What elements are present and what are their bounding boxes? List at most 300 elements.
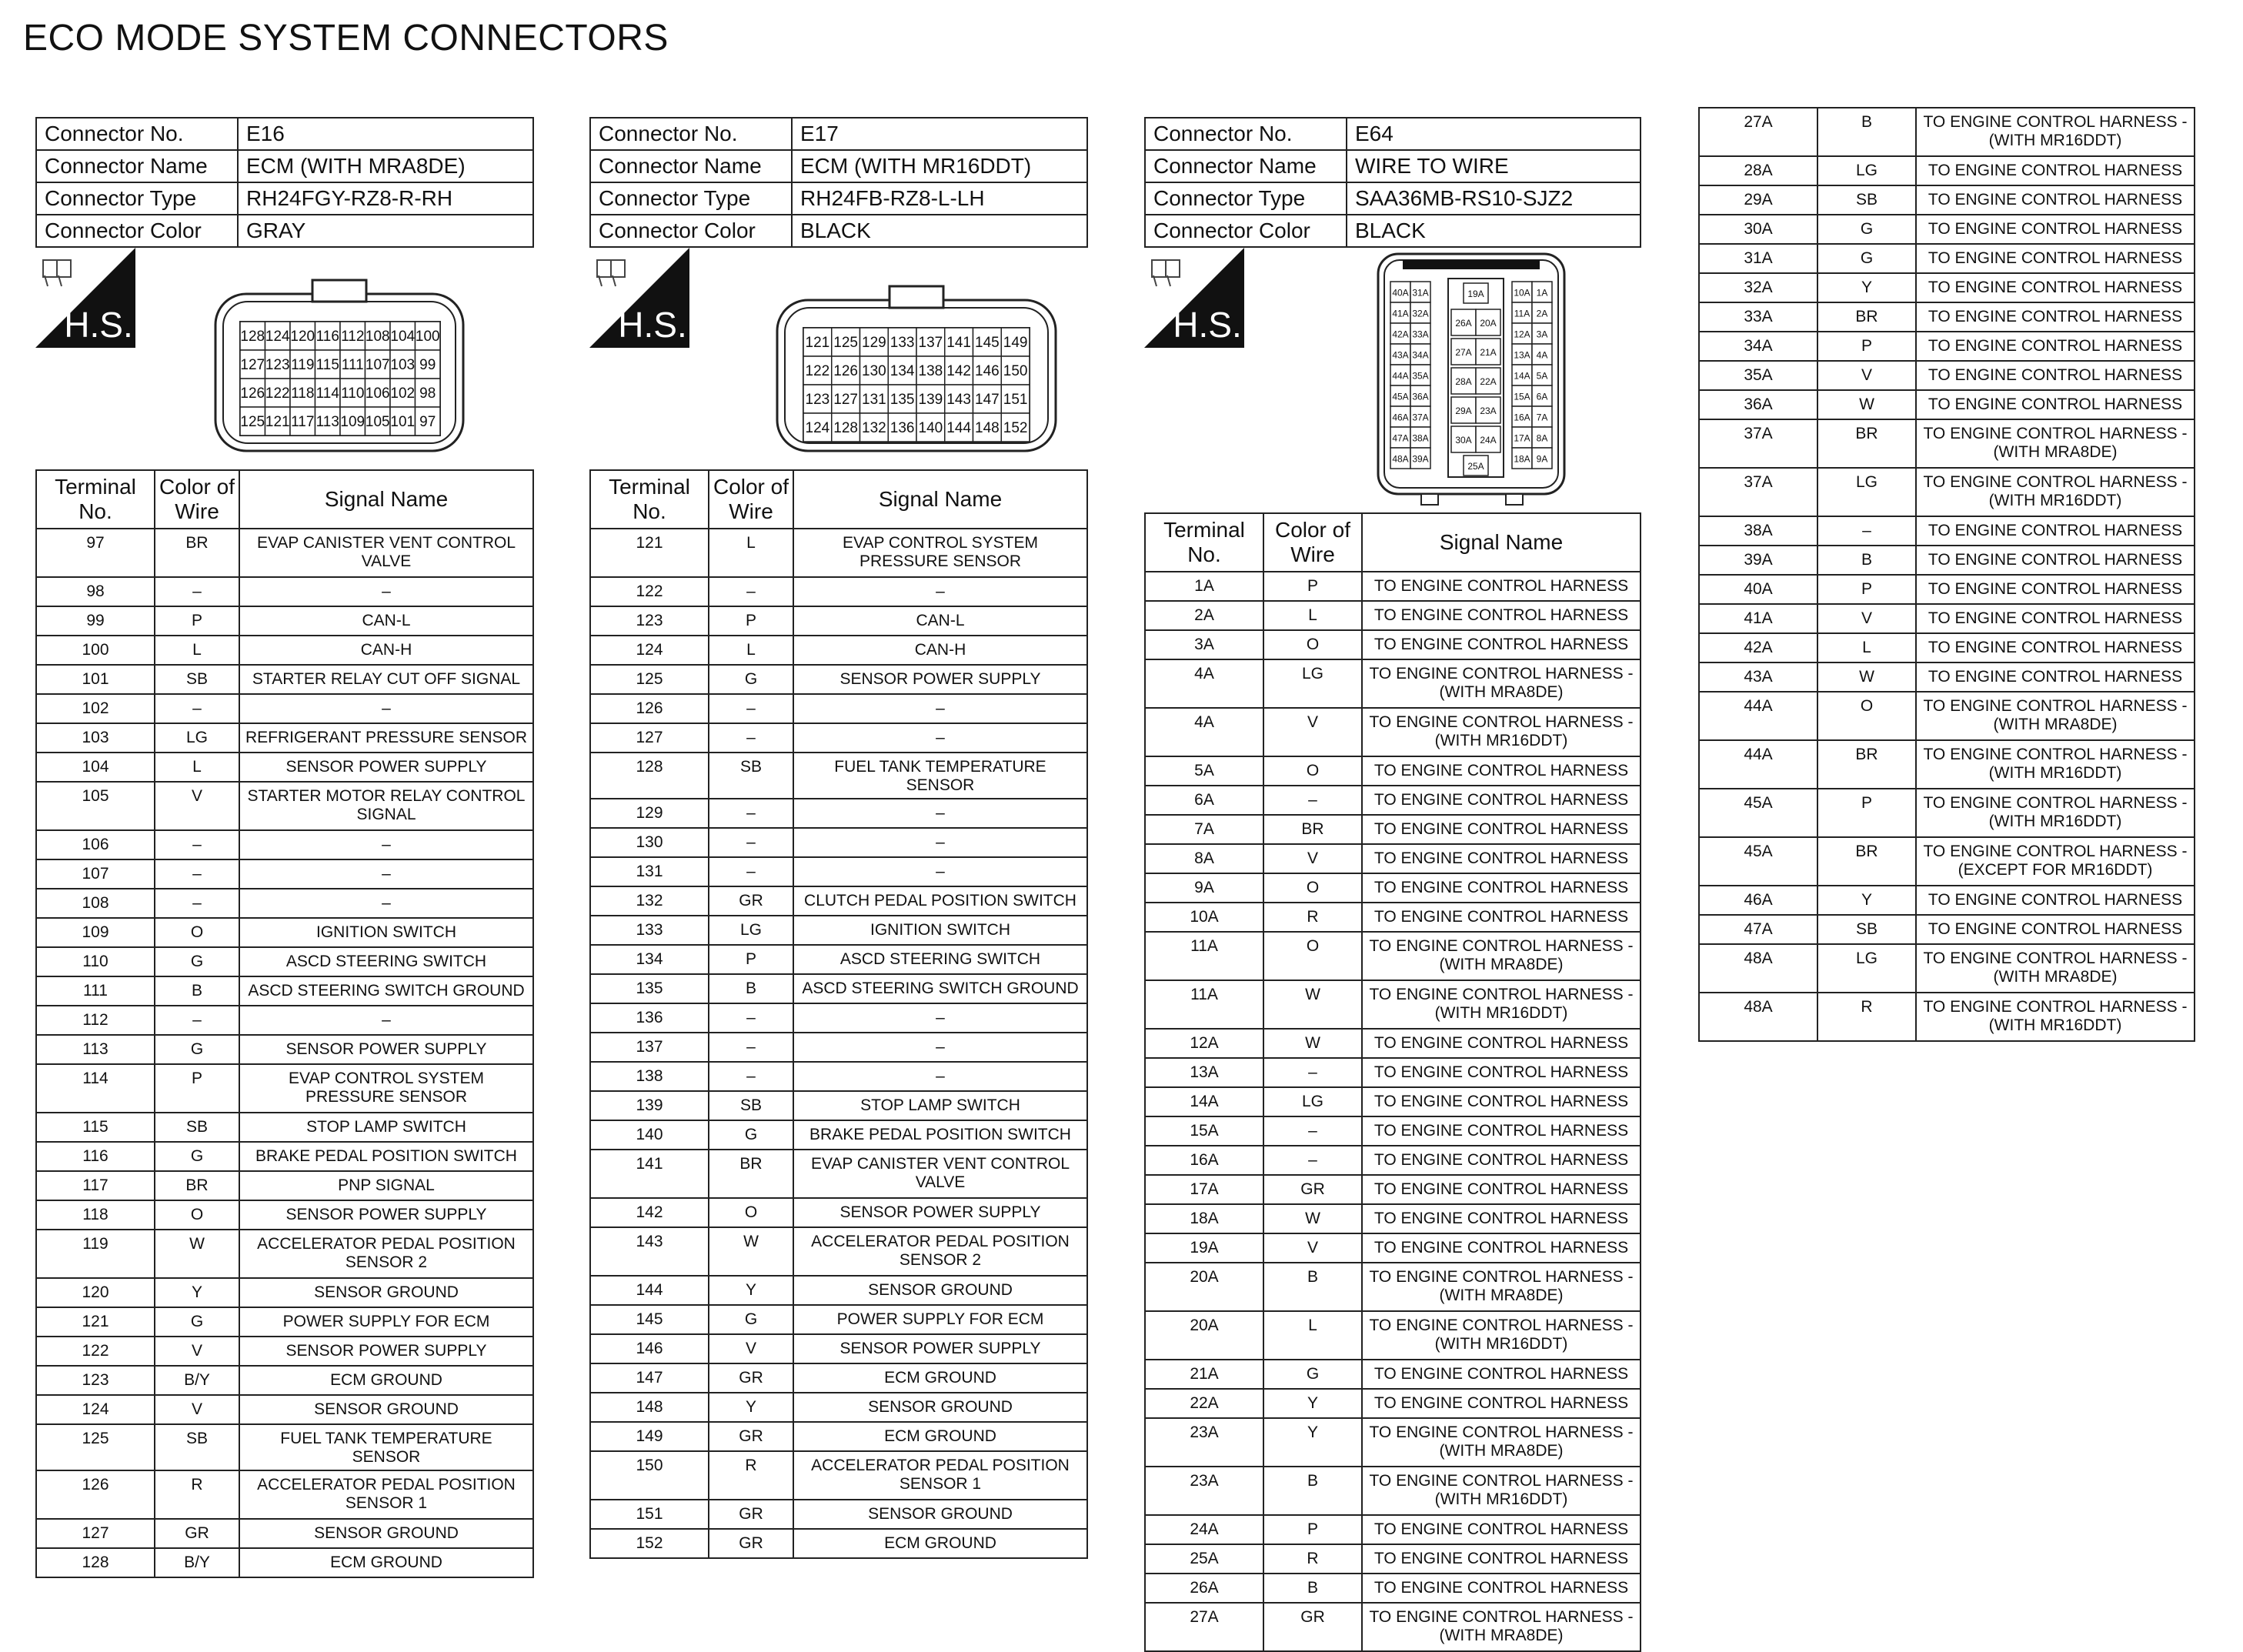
signal-name-cell: TO ENGINE CONTROL HARNESS - (WITH MR16DDT) bbox=[1362, 1467, 1641, 1515]
pin-label: 125 bbox=[240, 414, 265, 430]
table-row bbox=[36, 1171, 533, 1200]
signal-name-cell: EVAP CONTROL SYSTEM PRESSURE SENSOR bbox=[239, 1064, 533, 1113]
table-row bbox=[1699, 361, 2195, 390]
wire-color-cell: B bbox=[1263, 1263, 1362, 1311]
table-row bbox=[1699, 662, 2195, 692]
hs-label: H.S. bbox=[1173, 305, 1242, 345]
table-row bbox=[36, 976, 533, 1006]
wire-color-cell: V bbox=[1263, 1233, 1362, 1263]
table-row bbox=[1699, 156, 2195, 185]
terminal-no-cell: 43A bbox=[1699, 662, 1817, 692]
terminal-no-cell: 152 bbox=[590, 1529, 709, 1558]
wire-color-cell: P bbox=[1817, 575, 1916, 604]
connector-info-value: ECM (WITH MRA8DE) bbox=[238, 150, 533, 182]
table-row bbox=[590, 1227, 1087, 1276]
wire-color-cell: SB bbox=[709, 753, 793, 799]
terminal-no-cell: 36A bbox=[1699, 390, 1817, 419]
table-row bbox=[590, 1393, 1087, 1422]
terminal-no-cell: 16A bbox=[1145, 1146, 1263, 1175]
pin-label: 47A bbox=[1392, 432, 1409, 444]
pin-label: 24A bbox=[1480, 435, 1497, 446]
pin-label: 12A bbox=[1514, 329, 1530, 340]
connector-diagram bbox=[35, 248, 534, 469]
table-row bbox=[1699, 516, 2195, 546]
terminal-no-cell: 48A bbox=[1699, 993, 1817, 1041]
wire-color-header: Color of Wire bbox=[155, 470, 239, 529]
table-row bbox=[590, 1198, 1087, 1227]
terminal-no-cell: 115 bbox=[36, 1113, 155, 1142]
pin-label: 137 bbox=[918, 335, 943, 351]
signal-name-cell: TO ENGINE CONTROL HARNESS bbox=[1916, 302, 2195, 332]
wire-color-cell: P bbox=[709, 606, 793, 636]
wire-color-cell: W bbox=[155, 1230, 239, 1278]
signal-name-cell: CLUTCH PEDAL POSITION SWITCH bbox=[793, 886, 1087, 916]
signal-name-cell: – bbox=[239, 577, 533, 606]
wire-color-cell: – bbox=[709, 694, 793, 723]
pin-label: 123 bbox=[805, 392, 830, 408]
wire-color-cell: GR bbox=[709, 1500, 793, 1529]
table-row bbox=[36, 1200, 533, 1230]
pin-label: 26A bbox=[1455, 318, 1472, 329]
wire-color-cell: BR bbox=[1817, 419, 1916, 468]
pin-label: 42A bbox=[1392, 329, 1409, 340]
wire-color-cell: – bbox=[155, 889, 239, 918]
signal-name-cell: TO ENGINE CONTROL HARNESS bbox=[1916, 575, 2195, 604]
wire-color-cell: BR bbox=[709, 1150, 793, 1198]
pin-label: 110 bbox=[341, 385, 365, 402]
pin-label: 121 bbox=[805, 335, 830, 351]
wire-color-cell: L bbox=[1263, 601, 1362, 630]
wire-color-cell: G bbox=[709, 665, 793, 694]
terminal-no-cell: 31A bbox=[1699, 244, 1817, 273]
table-row bbox=[590, 916, 1087, 945]
terminal-no-cell: 25A bbox=[1145, 1544, 1263, 1574]
signal-name-cell: TO ENGINE CONTROL HARNESS bbox=[1362, 1389, 1641, 1418]
signal-name-cell: STARTER MOTOR RELAY CONTROL SIGNAL bbox=[239, 782, 533, 830]
signal-name-cell: REFRIGERANT PRESSURE SENSOR bbox=[239, 723, 533, 753]
wire-color-cell: SB bbox=[1817, 185, 1916, 215]
signal-name-cell: TO ENGINE CONTROL HARNESS - (WITH MRA8DE) bbox=[1362, 932, 1641, 980]
pin-label: 124 bbox=[805, 420, 830, 436]
page-title: ECO MODE SYSTEM CONNECTORS bbox=[23, 18, 669, 58]
pin-label: 38A bbox=[1412, 432, 1429, 444]
table-row bbox=[1145, 1146, 1641, 1175]
wire-color-cell: W bbox=[1817, 662, 1916, 692]
table-row bbox=[590, 1422, 1087, 1451]
signal-name-cell: SENSOR POWER SUPPLY bbox=[239, 1035, 533, 1064]
pin-label: 33A bbox=[1412, 329, 1429, 340]
wire-color-cell: GR bbox=[1263, 1175, 1362, 1204]
wire-color-cell: – bbox=[709, 723, 793, 753]
connector-e64-continuation-panel bbox=[1698, 107, 2195, 1042]
table-row bbox=[590, 636, 1087, 665]
wire-color-cell: B/Y bbox=[155, 1366, 239, 1395]
terminal-no-cell: 4A bbox=[1145, 659, 1263, 708]
table-row bbox=[36, 1519, 533, 1548]
connector-info-key: Connector Name bbox=[36, 150, 238, 182]
signal-name-cell: – bbox=[793, 1033, 1087, 1062]
table-row bbox=[36, 1113, 533, 1142]
table-row bbox=[1145, 1029, 1641, 1058]
terminal-no-cell: 119 bbox=[36, 1230, 155, 1278]
connector-info-key: Connector Type bbox=[1145, 182, 1347, 215]
connector-info-value: WIRE TO WIRE bbox=[1347, 150, 1641, 182]
wire-color-cell: – bbox=[709, 828, 793, 857]
signal-name-cell: TO ENGINE CONTROL HARNESS bbox=[1362, 903, 1641, 932]
terminal-no-cell: 99 bbox=[36, 606, 155, 636]
wire-color-cell: W bbox=[1263, 1029, 1362, 1058]
pin-label: 19A bbox=[1467, 289, 1484, 299]
signal-name-cell: – bbox=[793, 1062, 1087, 1091]
signal-name-cell: PNP SIGNAL bbox=[239, 1171, 533, 1200]
signal-name-cell: ACCELERATOR PEDAL POSITION SENSOR 1 bbox=[793, 1451, 1087, 1500]
signal-name-cell: TO ENGINE CONTROL HARNESS bbox=[1916, 185, 2195, 215]
wire-color-cell: – bbox=[155, 830, 239, 859]
pin-label: 109 bbox=[340, 414, 365, 430]
signal-name-cell: TO ENGINE CONTROL HARNESS bbox=[1362, 1087, 1641, 1116]
connector-info-value: RH24FGY-RZ8-R-RH bbox=[238, 182, 533, 215]
table-row bbox=[36, 1035, 533, 1064]
wire-color-cell: B bbox=[709, 974, 793, 1003]
pin-label: 99 bbox=[419, 357, 436, 373]
pin-label: 37A bbox=[1412, 412, 1429, 423]
terminal-no-cell: 146 bbox=[590, 1334, 709, 1363]
wire-color-cell: GR bbox=[1263, 1603, 1362, 1651]
signal-name-cell: TO ENGINE CONTROL HARNESS bbox=[1362, 1058, 1641, 1087]
terminal-no-cell: 28A bbox=[1699, 156, 1817, 185]
pin-label: 102 bbox=[390, 385, 416, 402]
terminal-no-cell: 127 bbox=[36, 1519, 155, 1548]
wire-color-cell: R bbox=[709, 1451, 793, 1500]
wire-color-cell: O bbox=[1263, 630, 1362, 659]
terminal-no-cell: 101 bbox=[36, 665, 155, 694]
pin-label: 103 bbox=[390, 357, 416, 373]
signal-name-cell: SENSOR GROUND bbox=[239, 1278, 533, 1307]
terminal-table bbox=[1144, 512, 1641, 1652]
pin-label: 8A bbox=[1536, 432, 1548, 444]
terminal-no-cell: 110 bbox=[36, 947, 155, 976]
terminal-no-cell: 9A bbox=[1145, 873, 1263, 903]
terminal-no-cell: 12A bbox=[1145, 1029, 1263, 1058]
pin-label: 34A bbox=[1412, 349, 1429, 361]
terminal-no-cell: 144 bbox=[590, 1276, 709, 1305]
signal-name-header: Signal Name bbox=[793, 470, 1087, 529]
table-row bbox=[590, 1062, 1087, 1091]
wire-color-cell: SB bbox=[1817, 915, 1916, 944]
harness-side-icon bbox=[589, 248, 689, 348]
terminal-no-cell: 143 bbox=[590, 1227, 709, 1276]
table-row bbox=[36, 1142, 533, 1171]
table-row bbox=[36, 1366, 533, 1395]
wire-color-cell: – bbox=[709, 1062, 793, 1091]
terminal-no-cell: 105 bbox=[36, 782, 155, 830]
terminal-no-cell: 123 bbox=[590, 606, 709, 636]
table-row bbox=[590, 1033, 1087, 1062]
terminal-no-cell: 5A bbox=[1145, 756, 1263, 786]
signal-name-cell: STARTER RELAY CUT OFF SIGNAL bbox=[239, 665, 533, 694]
signal-name-cell: FUEL TANK TEMPERATURE SENSOR bbox=[793, 753, 1087, 799]
pin-label: 133 bbox=[890, 335, 915, 351]
terminal-no-cell: 150 bbox=[590, 1451, 709, 1500]
wire-color-cell: B bbox=[1817, 546, 1916, 575]
terminal-no-cell: 133 bbox=[590, 916, 709, 945]
pin-label: 104 bbox=[390, 329, 416, 345]
terminal-no-cell: 98 bbox=[36, 577, 155, 606]
pin-label: 149 bbox=[1003, 335, 1028, 351]
signal-name-header: Signal Name bbox=[239, 470, 533, 529]
signal-name-cell: ACCELERATOR PEDAL POSITION SENSOR 2 bbox=[239, 1230, 533, 1278]
signal-name-cell: CAN-L bbox=[793, 606, 1087, 636]
table-row bbox=[1145, 1360, 1641, 1389]
table-row bbox=[590, 1451, 1087, 1500]
connector-info-key: Connector Type bbox=[36, 182, 238, 215]
connector-info-table bbox=[35, 117, 534, 248]
wire-color-cell: LG bbox=[709, 916, 793, 945]
pin-label: 122 bbox=[805, 363, 830, 379]
pin-label: 16A bbox=[1514, 412, 1530, 423]
table-row bbox=[1145, 815, 1641, 844]
terminal-no-cell: 97 bbox=[36, 529, 155, 577]
pin-label: 3A bbox=[1536, 329, 1548, 340]
terminal-no-cell: 148 bbox=[590, 1393, 709, 1422]
connector-info-key: Connector Color bbox=[36, 215, 238, 247]
pin-label: 116 bbox=[315, 329, 339, 345]
connector-info-key: Connector Name bbox=[1145, 150, 1347, 182]
terminal-no-header: Terminal No. bbox=[1145, 513, 1263, 572]
connector-info-value: E17 bbox=[792, 118, 1087, 150]
signal-name-cell: ECM GROUND bbox=[793, 1422, 1087, 1451]
signal-name-cell: TO ENGINE CONTROL HARNESS bbox=[1916, 915, 2195, 944]
terminal-no-cell: 44A bbox=[1699, 740, 1817, 789]
signal-name-cell: TO ENGINE CONTROL HARNESS bbox=[1916, 244, 2195, 273]
pin-label: 129 bbox=[862, 335, 886, 351]
pin-label: 7A bbox=[1536, 412, 1548, 423]
wire-color-cell: R bbox=[1263, 1544, 1362, 1574]
table-row bbox=[590, 1529, 1087, 1558]
table-row bbox=[1145, 708, 1641, 756]
table-row bbox=[1145, 756, 1641, 786]
terminal-no-cell: 124 bbox=[36, 1395, 155, 1424]
signal-name-cell: TO ENGINE CONTROL HARNESS bbox=[1916, 546, 2195, 575]
connector-info-row bbox=[36, 182, 533, 215]
terminal-no-cell: 48A bbox=[1699, 944, 1817, 993]
terminal-no-cell: 147 bbox=[590, 1363, 709, 1393]
terminal-no-cell: 20A bbox=[1145, 1263, 1263, 1311]
table-row bbox=[36, 889, 533, 918]
pin-label: 115 bbox=[315, 357, 339, 373]
connector-info-row bbox=[1145, 215, 1641, 247]
signal-name-cell: SENSOR POWER SUPPLY bbox=[793, 1334, 1087, 1363]
signal-name-cell: – bbox=[793, 1003, 1087, 1033]
terminal-no-cell: 26A bbox=[1145, 1574, 1263, 1603]
pin-label: 134 bbox=[890, 363, 915, 379]
connector-info-key: Connector No. bbox=[1145, 118, 1347, 150]
signal-name-cell: – bbox=[793, 828, 1087, 857]
table-row bbox=[1145, 659, 1641, 708]
pin-label: 142 bbox=[946, 363, 971, 379]
table-row bbox=[1699, 837, 2195, 886]
signal-name-cell: TO ENGINE CONTROL HARNESS bbox=[1362, 815, 1641, 844]
pin-label: 108 bbox=[365, 329, 390, 345]
terminal-no-cell: 15A bbox=[1145, 1116, 1263, 1146]
signal-name-cell: SENSOR GROUND bbox=[793, 1500, 1087, 1529]
signal-name-cell: TO ENGINE CONTROL HARNESS bbox=[1362, 1360, 1641, 1389]
connector-info-row bbox=[590, 215, 1087, 247]
terminal-no-cell: 11A bbox=[1145, 932, 1263, 980]
signal-name-cell: TO ENGINE CONTROL HARNESS - (WITH MRA8DE) bbox=[1362, 659, 1641, 708]
wire-color-cell: V bbox=[155, 1395, 239, 1424]
signal-name-cell: TO ENGINE CONTROL HARNESS bbox=[1916, 886, 2195, 915]
wire-color-header: Color of Wire bbox=[1263, 513, 1362, 572]
pin-label: 122 bbox=[265, 385, 290, 402]
signal-name-cell: TO ENGINE CONTROL HARNESS bbox=[1916, 390, 2195, 419]
table-row bbox=[590, 1334, 1087, 1363]
terminal-no-cell: 122 bbox=[590, 577, 709, 606]
pin-label: 21A bbox=[1480, 347, 1497, 358]
table-row bbox=[590, 577, 1087, 606]
signal-name-cell: SENSOR GROUND bbox=[793, 1393, 1087, 1422]
terminal-no-cell: 24A bbox=[1145, 1515, 1263, 1544]
signal-name-cell: TO ENGINE CONTROL HARNESS - (WITH MRA8DE) bbox=[1362, 1418, 1641, 1467]
wire-color-cell: SB bbox=[709, 1091, 793, 1120]
wire-color-cell: V bbox=[1263, 708, 1362, 756]
table-row bbox=[36, 859, 533, 889]
table-row bbox=[1145, 1175, 1641, 1204]
pin-label: 20A bbox=[1480, 318, 1497, 329]
wire-color-cell: P bbox=[155, 1064, 239, 1113]
pin-label: 27A bbox=[1455, 347, 1472, 358]
pin-label: 23A bbox=[1480, 405, 1497, 416]
signal-name-cell: ASCD STEERING SWITCH bbox=[793, 945, 1087, 974]
pin-label: 152 bbox=[1003, 420, 1028, 436]
table-row bbox=[590, 945, 1087, 974]
terminal-no-cell: 116 bbox=[36, 1142, 155, 1171]
wire-color-cell: P bbox=[1817, 332, 1916, 361]
signal-name-cell: – bbox=[793, 723, 1087, 753]
pin-label: 145 bbox=[975, 335, 1000, 351]
wire-color-cell: Y bbox=[1263, 1389, 1362, 1418]
connector-info-value: E16 bbox=[238, 118, 533, 150]
signal-name-cell: POWER SUPPLY FOR ECM bbox=[239, 1307, 533, 1337]
table-row bbox=[590, 694, 1087, 723]
connector-diagram bbox=[589, 248, 1088, 469]
connector-info-row bbox=[36, 118, 533, 150]
table-row bbox=[1699, 915, 2195, 944]
table-row bbox=[36, 606, 533, 636]
table-row bbox=[36, 636, 533, 665]
table-row bbox=[1699, 789, 2195, 837]
table-row bbox=[1699, 604, 2195, 633]
wire-color-cell: L bbox=[709, 636, 793, 665]
signal-name-header: Signal Name bbox=[1362, 513, 1641, 572]
signal-name-cell: TO ENGINE CONTROL HARNESS bbox=[1916, 633, 2195, 662]
pin-label: 150 bbox=[1003, 363, 1028, 379]
terminal-no-cell: 109 bbox=[36, 918, 155, 947]
table-row bbox=[36, 1470, 533, 1519]
terminal-no-cell: 35A bbox=[1699, 361, 1817, 390]
terminal-no-cell: 122 bbox=[36, 1337, 155, 1366]
pin-label: 123 bbox=[265, 357, 290, 373]
signal-name-cell: ASCD STEERING SWITCH bbox=[239, 947, 533, 976]
terminal-no-cell: 37A bbox=[1699, 468, 1817, 516]
wire-color-cell: L bbox=[1263, 1311, 1362, 1360]
table-row bbox=[590, 1276, 1087, 1305]
signal-name-cell: EVAP CANISTER VENT CONTROL VALVE bbox=[793, 1150, 1087, 1198]
wire-color-cell: GR bbox=[709, 1422, 793, 1451]
table-row bbox=[1145, 572, 1641, 601]
terminal-no-cell: 23A bbox=[1145, 1467, 1263, 1515]
wire-color-cell: GR bbox=[155, 1519, 239, 1548]
wire-color-cell: – bbox=[1817, 516, 1916, 546]
table-row bbox=[590, 1305, 1087, 1334]
connector-info-row bbox=[590, 150, 1087, 182]
pin-label: 135 bbox=[890, 392, 915, 408]
signal-name-cell: CAN-L bbox=[239, 606, 533, 636]
pin-label: 128 bbox=[240, 329, 265, 345]
wire-color-cell: BR bbox=[155, 1171, 239, 1200]
connector-info-key: Connector No. bbox=[36, 118, 238, 150]
table-row bbox=[1145, 1204, 1641, 1233]
table-row bbox=[1699, 546, 2195, 575]
table-row bbox=[590, 1091, 1087, 1120]
table-row bbox=[1145, 1389, 1641, 1418]
wire-color-cell: Y bbox=[709, 1276, 793, 1305]
wire-color-cell: BR bbox=[1817, 302, 1916, 332]
signal-name-cell: TO ENGINE CONTROL HARNESS - (WITH MR16DDT) bbox=[1916, 740, 2195, 789]
table-row bbox=[1699, 215, 2195, 244]
wire-color-cell: O bbox=[1817, 692, 1916, 740]
terminal-no-cell: 39A bbox=[1699, 546, 1817, 575]
table-row bbox=[590, 1120, 1087, 1150]
pin-label: 127 bbox=[833, 392, 858, 408]
table-row bbox=[36, 529, 533, 577]
wire-color-cell: SB bbox=[155, 1424, 239, 1470]
terminal-no-cell: 40A bbox=[1699, 575, 1817, 604]
table-row bbox=[36, 947, 533, 976]
wire-color-cell: SB bbox=[155, 665, 239, 694]
wire-color-cell: – bbox=[709, 577, 793, 606]
table-row bbox=[590, 529, 1087, 577]
table-row bbox=[590, 974, 1087, 1003]
signal-name-cell: SENSOR POWER SUPPLY bbox=[239, 1337, 533, 1366]
signal-name-cell: TO ENGINE CONTROL HARNESS bbox=[1362, 1204, 1641, 1233]
table-row bbox=[1699, 740, 2195, 789]
signal-name-cell: SENSOR POWER SUPPLY bbox=[239, 753, 533, 782]
terminal-no-cell: 137 bbox=[590, 1033, 709, 1062]
terminal-no-cell: 11A bbox=[1145, 980, 1263, 1029]
wire-color-cell: L bbox=[1817, 633, 1916, 662]
table-row bbox=[1145, 1467, 1641, 1515]
wire-color-cell: – bbox=[155, 859, 239, 889]
pin-label: 117 bbox=[291, 414, 315, 430]
pin-label: 48A bbox=[1392, 453, 1409, 465]
signal-name-cell: CAN-H bbox=[793, 636, 1087, 665]
table-row bbox=[36, 665, 533, 694]
signal-name-cell: TO ENGINE CONTROL HARNESS - (EXCEPT FOR MR16DDT) bbox=[1916, 837, 2195, 886]
table-row bbox=[1145, 1263, 1641, 1311]
wire-color-cell: – bbox=[709, 1003, 793, 1033]
terminal-no-cell: 149 bbox=[590, 1422, 709, 1451]
pin-label: 14A bbox=[1514, 370, 1530, 382]
wire-color-cell: G bbox=[1263, 1360, 1362, 1389]
terminal-no-cell: 100 bbox=[36, 636, 155, 665]
connector-info-key: Connector Color bbox=[590, 215, 792, 247]
terminal-no-cell: 21A bbox=[1145, 1360, 1263, 1389]
signal-name-cell: – bbox=[239, 1006, 533, 1035]
table-row bbox=[1145, 844, 1641, 873]
pin-label: 140 bbox=[918, 420, 943, 436]
terminal-no-cell: 23A bbox=[1145, 1418, 1263, 1467]
